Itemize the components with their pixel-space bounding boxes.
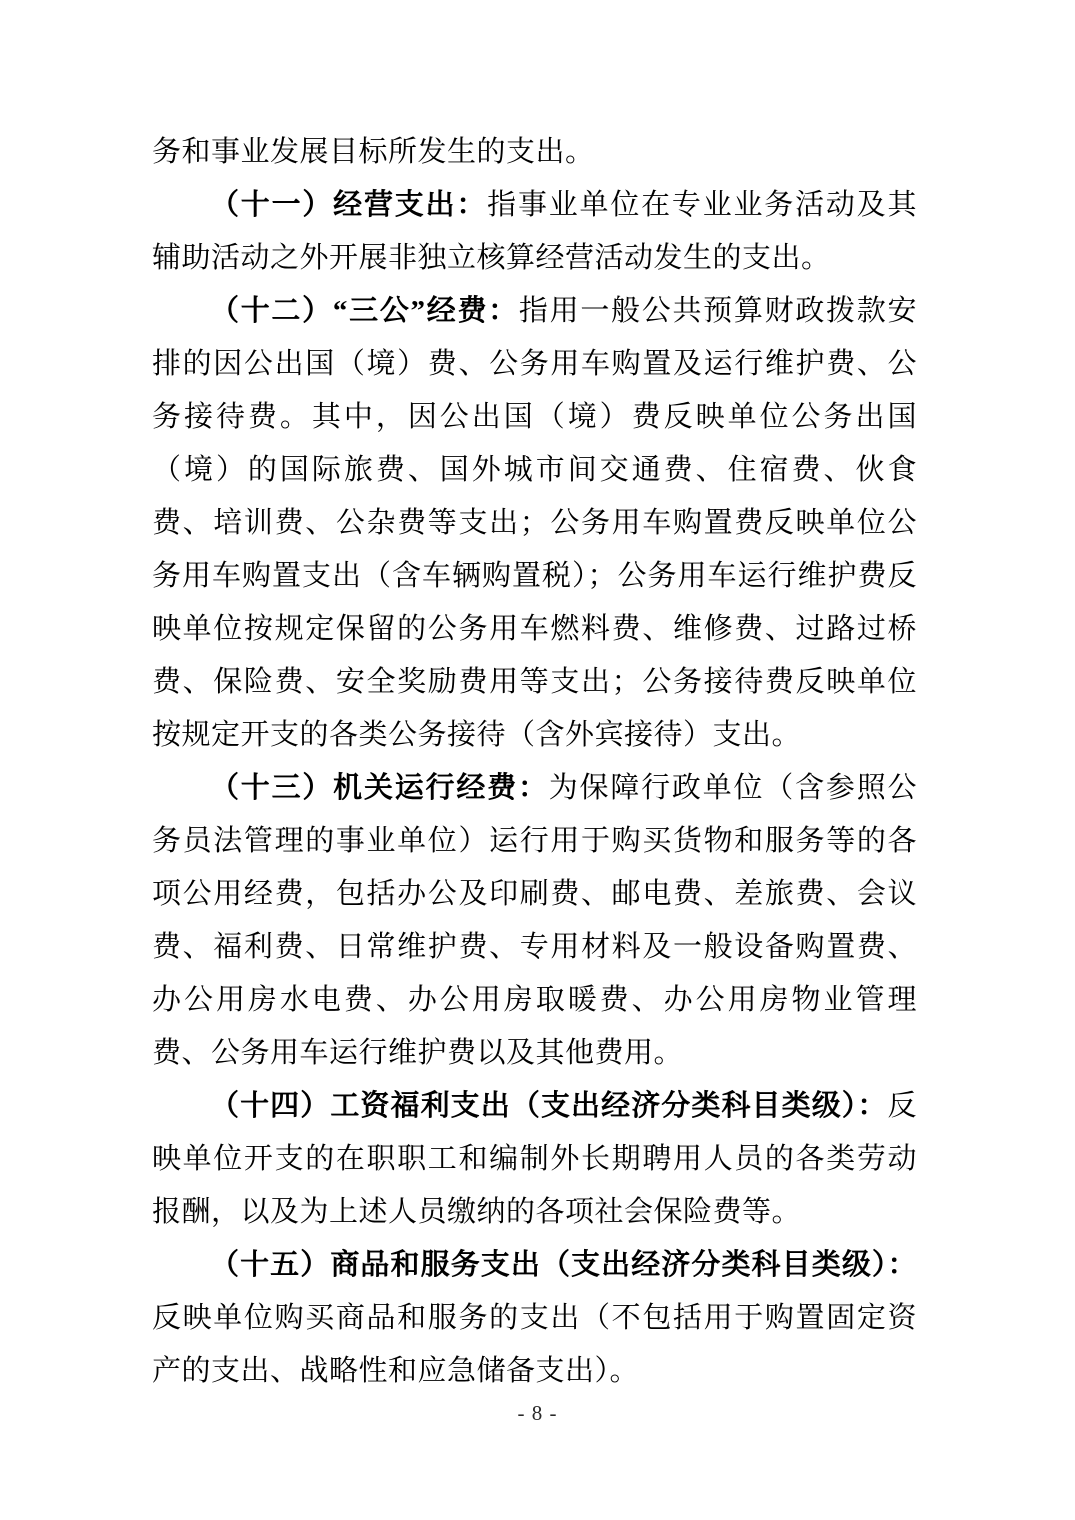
text-segment: 为保障行政单位（含参照公务员法管理的事业单位）运行用于购买货物和服务等的各项公用经费，包括办公及印刷费、邮电费、差旅费、会议费、福利费、日常维护费、专用材料及一般设备购置费、办公用房水电费、办公用房取暖费、办公用房物业管理费、公务用车运行维护费以及其他费用。 (152, 772, 917, 1069)
paragraph (152, 1239, 917, 1398)
text-segment: 反映单位购买商品和服务的支出（不包括用于购置固定资产的支出、战略性和应急储备支出）。 (152, 1302, 917, 1387)
text-segment: 指用一般公共预算财政拨款安排的因公出国（境）费、公务用车购置及运行维护费、公务接待费。其中，因公出国（境）费反映单位公务出国（境）的国际旅费、国外城市间交通费、住宿费、伙食费、培训费、公杂费等支出；公务用车购置费反映单位公务用车购置支出（含车辆购置税）；公务用车运行维护费反映单位按规定保留的公务用车燃料费、维修费、过路过桥费、保险费、安全奖励费用等支出；公务接待费反映单位按规定开支的各类公务接待（含外宾接待）支出。 (152, 295, 917, 751)
clause-label: （十四）工资福利支出（支出经济分类科目类级）： (210, 1090, 888, 1122)
clause-label: （十一）经营支出： (210, 189, 488, 221)
paragraph (152, 126, 917, 179)
paragraph (152, 285, 917, 762)
paragraph (152, 762, 917, 1080)
paragraph (152, 1080, 917, 1239)
page-footer (0, 1398, 1075, 1428)
paragraph (152, 179, 917, 285)
clause-label: （十三）机关运行经费： (210, 772, 549, 804)
clause-label: （十五）商品和服务支出（支出经济分类科目类级）： (210, 1249, 917, 1281)
document-body (152, 126, 917, 1398)
text-segment: 反映单位开支的在职职工和编制外长期聘用人员的各类劳动报酬，以及为上述人员缴纳的各项社会保险费等。 (152, 1090, 917, 1228)
text-segment: 指事业单位在专业业务活动及其辅助活动之外开展非独立核算经营活动发生的支出。 (152, 189, 917, 274)
clause-label: （十二）“三公”经费： (210, 295, 519, 327)
text-segment: 务和事业发展目标所发生的支出。 (152, 136, 595, 168)
page-number: - 8 - (517, 1401, 558, 1425)
